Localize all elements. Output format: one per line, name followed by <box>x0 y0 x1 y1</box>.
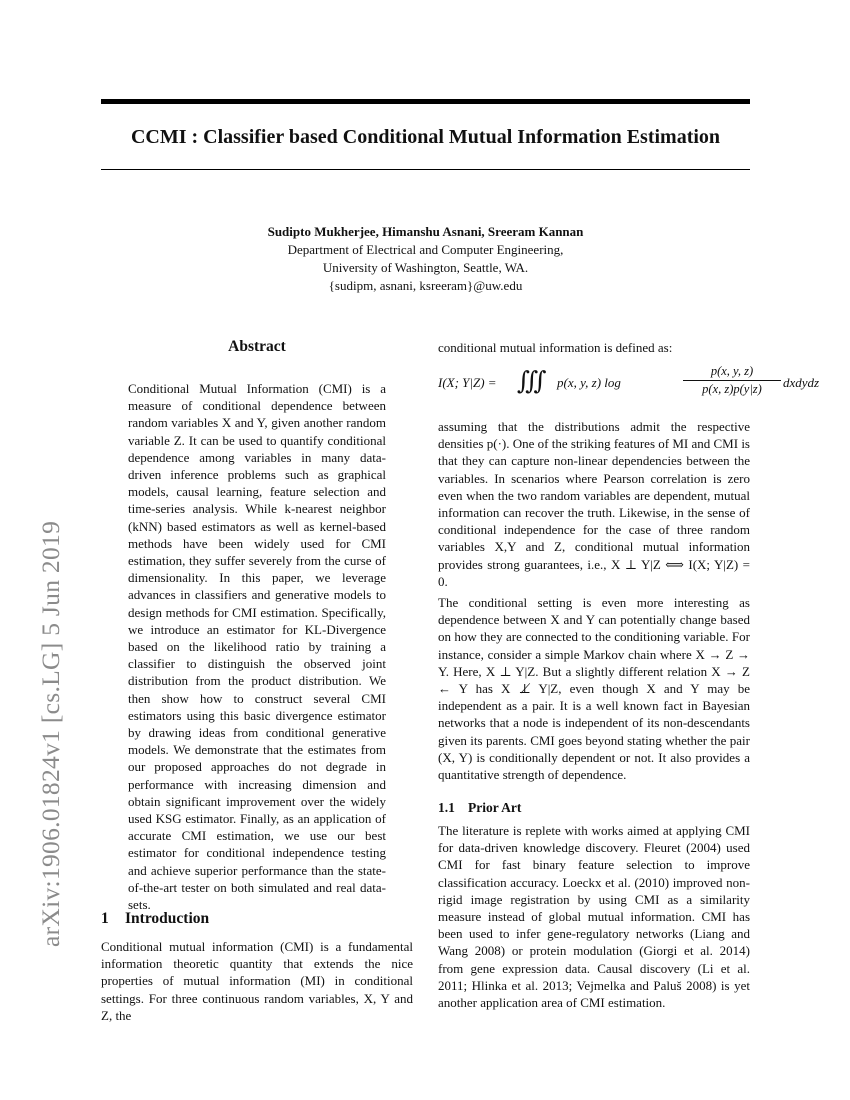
definition-lead-text: conditional mutual information is defined as: <box>438 340 673 355</box>
cmi-equation <box>438 364 820 404</box>
arxiv-side-stamp: arXiv:1906.01824v1 [cs.LG] 5 Jun 2019 <box>36 520 65 947</box>
equation-numerator: p(x, y, z) <box>683 364 781 381</box>
section-number: 1 <box>101 910 109 927</box>
paragraph-densities-text: assuming that the distributions admit the respective densities p(·). One of the striking features of MI and CMI is that they can capture non-linear dependencies between the variables. In scenarios where Pearson correlation is zero even when the two random variables are dependent, mutual information can recover the truth. Likewise, in the sense of conditional independence for the case of three random variables X,Y and Z, conditional mutual information provides strong guarantees, i.e., X ⊥ Y|Z ⟺ I(X; Y|Z) = 0. <box>438 419 750 589</box>
title-rule-top <box>101 99 750 104</box>
equation-integrand: p(x, y, z) log <box>557 375 621 390</box>
triple-integral-symbol: ∭ <box>517 368 547 395</box>
equation-denominator: p(x, z)p(y|z) <box>702 382 762 396</box>
equation-lhs: I(X; Y|Z) = <box>438 375 497 390</box>
subsection-title: Prior Art <box>468 800 522 815</box>
section-title: Introduction <box>125 910 210 927</box>
paragraph-conditional-setting-text: The conditional setting is even more interesting as dependence between X and Y can potentially change based on how they are connected to the conditioning variable. For instance, consider a simple Markov chain where X → Z → Y. Here, X ⊥ Y|Z. But a slightly different relation X → Z ← Y has X ⊥̸ Y|Z, even though X and Y may be independent as a pair. It is a well known fact in Bayesian networks that a node is independent of its non-descendants given its parents. CMI goes beyond stating whether the pair (X, Y) is conditionally dependent or not. It also provides a quantitative strength of dependence. <box>438 595 750 783</box>
author-block <box>101 223 750 295</box>
author-email: {sudipm, asnani, ksreeram}@uw.edu <box>328 278 523 293</box>
abstract-text: Conditional Mutual Information (CMI) is a measure of conditional dependence between random variables X and Y, given another random variable Z. It can be used to quantify conditional dependence among variables in many data-driven inference problems such as graphical models, causal learning, feature selection and time-series analysis. While k-nearest neighbor (kNN) based estimators as well as kernel-based methods have been widely used for CMI estimation, they suffer severely from the curse of dimensionality. In this paper, we leverage advances in classifiers and generative models to design methods for CMI estimation. Specifically, we introduce an estimator for KL-Divergence based on the likelihood ratio by training a classifier to distinguish the observed joint distribution from the product distribution. We then show how to construct several CMI estimators using this basic divergence estimator by drawing ideas from conditional generative models. We demonstrate that the estimates from our proposed approaches do not degrade in performance with increasing dimension and obtain significant improvement over the widely used KSG estimator. Finally, as an application of accurate CMI estimation, we use our best estimator for conditional independence testing and achieve superior performance than the state-of-the-art tester on both simulated and real data-sets. <box>128 381 386 913</box>
introduction-body <box>101 938 413 1024</box>
section-heading-introduction <box>101 910 209 928</box>
paragraph-prior-art <box>438 822 750 1011</box>
abstract-heading: Abstract <box>228 338 286 355</box>
author-affiliation-university: University of Washington, Seattle, WA. <box>322 260 529 275</box>
abstract-body <box>128 380 386 913</box>
introduction-text: Conditional mutual information (CMI) is a fundamental information theoretic quantity that extends the nice properties of mutual information (MI) in conditional settings. For three continuous random variables, X, Y and Z, the <box>101 939 413 1023</box>
subsection-heading-prior-art <box>438 800 521 816</box>
equation-fraction <box>683 364 781 397</box>
paragraph-prior-art-text: The literature is replete with works aimed at applying CMI for data-driven knowledge discovery. Fleuret (2004) used CMI for fast binary feature selection to improve classification accuracy. Loeckx et al. (2010) improved non-rigid image registration by using CMI as a similarity measure instead of global mutual information. CMI has been used to infer gene-regulatory networks (Liang and Wang 2008) or protein modulation (Giorgi et al. 2014) from gene expression data. Causal discovery (Li et al. 2011; Hlinka et al. 2013; Vejmelka and Paluš 2008) is yet another application area of CMI estimation. <box>438 823 750 1011</box>
cmi-definition-lead <box>438 339 750 356</box>
paragraph-conditional-setting <box>438 594 750 783</box>
equation-differential: dxdydz <box>783 375 820 390</box>
paragraph-densities <box>438 418 750 590</box>
paper-title: CCMI : Classifier based Conditional Mutual Information Estimation <box>130 126 721 148</box>
subsection-number: 1.1 <box>438 800 455 815</box>
author-affiliation-department: Department of Electrical and Computer Engineering, <box>287 242 564 257</box>
title-rule-bottom <box>101 169 750 170</box>
author-names: Sudipto Mukherjee, Himanshu Asnani, Sreeram Kannan <box>267 224 584 239</box>
